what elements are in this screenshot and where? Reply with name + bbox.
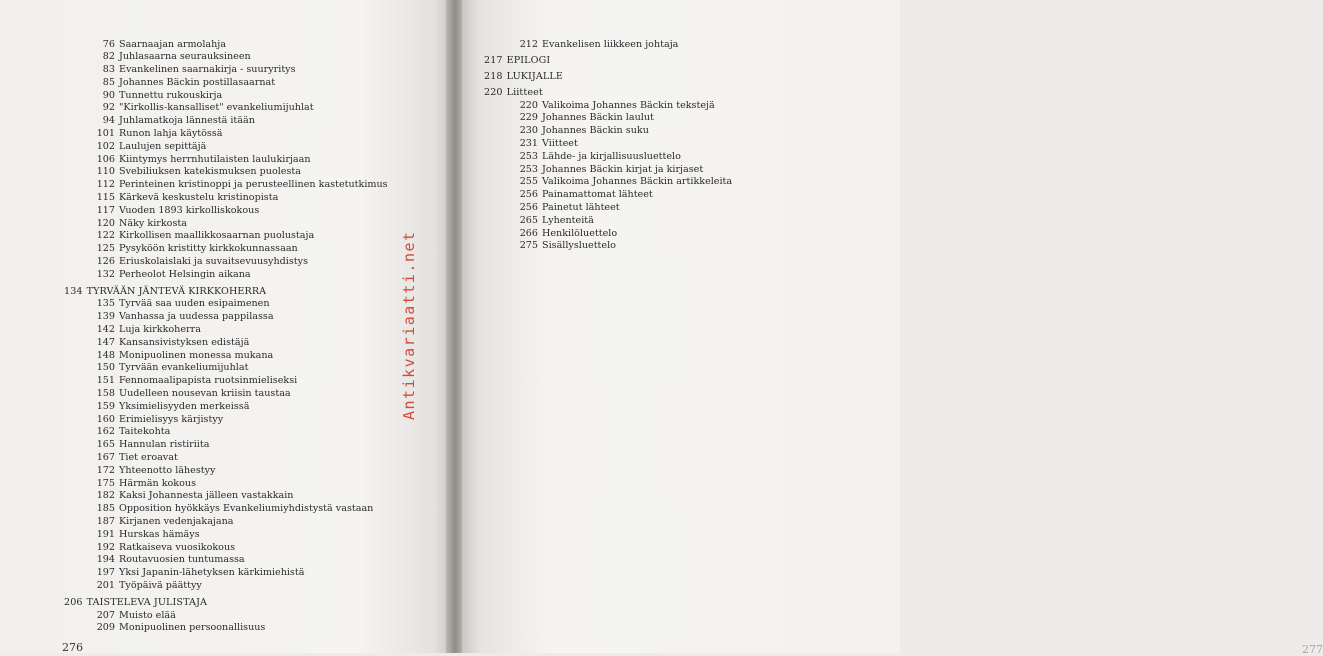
toc-page-number: 85 <box>102 76 115 88</box>
toc-title: Kärkevä keskustelu kristinopista <box>119 192 279 204</box>
toc-entry <box>484 164 732 177</box>
toc-page-number: 187 <box>96 515 115 527</box>
toc-page-number: 172 <box>96 464 115 476</box>
toc-entry <box>64 465 388 478</box>
toc-title: Juhlasaarna seurauksineen <box>119 51 251 63</box>
toc-entry <box>64 218 388 231</box>
toc-entry <box>484 100 732 113</box>
toc-entry <box>64 166 388 179</box>
toc-title: Opposition hyökkäys Evankeliumiyhdistystä vastaan <box>119 503 374 515</box>
toc-page-number: 132 <box>96 268 115 280</box>
toc-title: Muisto elää <box>119 609 176 621</box>
page-number-right: 277 <box>1302 643 1323 656</box>
toc-entry <box>64 529 388 542</box>
toc-entry <box>64 337 388 350</box>
toc-page-number: 191 <box>96 528 115 540</box>
toc-page-number: 159 <box>96 400 115 412</box>
toc-entry <box>64 350 388 363</box>
toc-entry <box>64 205 388 218</box>
toc-entry <box>64 51 388 64</box>
toc-entry <box>64 490 388 503</box>
toc-title: Yksi Japanin-lähetyksen kärkimiehistä <box>119 567 305 579</box>
toc-entry <box>64 311 388 324</box>
toc-title: Runon lahja käytössä <box>119 128 223 140</box>
toc-page-number: 231 <box>519 138 538 150</box>
toc-title: Valikoima Johannes Bäckin tekstejä <box>542 99 715 111</box>
toc-entry <box>64 102 388 115</box>
toc-title: Yksimielisyyden merkeissä <box>119 400 250 412</box>
toc-title: "Kirkollis-kansalliset" evankeliumijuhlat <box>119 102 314 114</box>
toc-entry <box>64 64 388 77</box>
toc-page-number: 165 <box>96 439 115 451</box>
left-page <box>0 0 448 653</box>
toc-page-number: 160 <box>96 413 115 425</box>
toc-page-number: 182 <box>96 490 115 502</box>
toc-entry <box>64 324 388 337</box>
toc-page-number: 102 <box>96 140 115 152</box>
toc-title: Lyhenteitä <box>542 214 594 226</box>
toc-page-number: 197 <box>96 567 115 579</box>
toc-title: Eriuskolaislaki ja suvaitsevuusyhdistys <box>119 256 308 268</box>
toc-page-number: 162 <box>96 426 115 438</box>
toc-entry <box>64 230 388 243</box>
toc-title: Fennomaalipapista ruotsinmieliseksi <box>119 375 298 387</box>
toc-entry <box>484 215 732 228</box>
toc-entry <box>64 426 388 439</box>
toc-page-number: 112 <box>96 179 115 191</box>
toc-title: Kansansivistyksen edistäjä <box>119 336 250 348</box>
toc-title: Uudelleen nousevan kriisin taustaa <box>119 388 291 400</box>
toc-entry <box>64 401 388 414</box>
toc-title: Luja kirkkoherra <box>119 324 201 336</box>
toc-page-number: 83 <box>102 64 115 76</box>
toc-page-number: 256 <box>519 202 538 214</box>
toc-title: Hurskas hämäys <box>119 528 200 540</box>
toc-title: Härmän kokous <box>119 477 196 489</box>
toc-title: Tyrvää saa uuden esipaimenen <box>119 298 270 310</box>
toc-page-number: 253 <box>519 163 538 175</box>
toc-title: Perinteinen kristinoppi ja perusteellinen kastetutkimus <box>119 179 388 191</box>
toc-page-number: 253 <box>519 150 538 162</box>
toc-page-number: 220 <box>484 86 503 98</box>
toc-entry <box>64 192 388 205</box>
toc-title: Johannes Bäckin postillasaarnat <box>119 76 276 88</box>
toc-page-number: 207 <box>96 609 115 621</box>
toc-page-number: 265 <box>519 214 538 226</box>
toc-entry <box>64 298 388 311</box>
toc-page-number: 76 <box>102 38 115 50</box>
toc-title: Johannes Bäckin suku <box>542 125 649 137</box>
toc-title: Johannes Bäckin kirjat ja kirjaset <box>542 163 704 175</box>
toc-entry <box>64 243 388 256</box>
toc-title: Vanhassa ja uudessa pappilassa <box>119 311 274 323</box>
toc-title: Perheolot Helsingin aikana <box>119 268 251 280</box>
toc-entry <box>64 115 388 128</box>
toc-entry <box>64 269 388 282</box>
toc-page-number: 266 <box>519 227 538 239</box>
toc-entry <box>64 179 388 192</box>
toc-entry <box>484 138 732 151</box>
watermark-text: Antikvariaatti.net <box>400 230 418 420</box>
toc-page-number: 185 <box>96 503 115 515</box>
toc-title: Erimielisyys kärjistyy <box>119 413 224 425</box>
toc-page-number: 220 <box>519 99 538 111</box>
toc-page-number: 147 <box>96 336 115 348</box>
toc-title: Pysyköön kristitty kirkkokunnassaan <box>119 243 298 255</box>
toc-page-number: 125 <box>96 243 115 255</box>
toc-title: Painetut lähteet <box>542 202 620 214</box>
toc-section <box>484 71 732 84</box>
toc-page-number: 212 <box>519 38 538 50</box>
toc-entry <box>64 77 388 90</box>
toc-page-number: 94 <box>102 115 115 127</box>
toc-title: Kaksi Johannesta jälleen vastakkain <box>119 490 294 502</box>
toc-entry <box>64 141 388 154</box>
toc-page-number: 117 <box>96 204 115 216</box>
toc-page-number: 151 <box>96 375 115 387</box>
toc-title: LUKIJALLE <box>506 71 563 83</box>
toc-section <box>64 597 388 610</box>
toc-title: Monipuolinen monessa mukana <box>119 349 274 361</box>
toc-entry <box>64 542 388 555</box>
toc-section <box>484 55 732 68</box>
toc-page-number: 82 <box>102 51 115 63</box>
toc-entry <box>64 503 388 516</box>
toc-entry <box>64 554 388 567</box>
toc-page-number: 255 <box>519 176 538 188</box>
toc-entry <box>64 39 388 52</box>
toc-title: Taitekohta <box>119 426 171 438</box>
toc-title: EPILOGI <box>506 55 551 67</box>
toc-entry <box>64 256 388 269</box>
toc-page-number: 115 <box>96 192 115 204</box>
toc-entry <box>484 176 732 189</box>
toc-list-right <box>484 39 732 254</box>
toc-title: Ratkaiseva vuosikokous <box>119 541 236 553</box>
toc-entry <box>64 452 388 465</box>
toc-entry <box>64 516 388 529</box>
toc-title: Saarnaajan armolahja <box>119 38 226 50</box>
toc-title: Painamattomat lähteet <box>542 189 653 201</box>
toc-entry <box>64 414 388 427</box>
toc-entry <box>484 39 732 52</box>
toc-page-number: 142 <box>96 324 115 336</box>
toc-title: Viitteet <box>542 138 578 150</box>
toc-list-left <box>64 39 388 636</box>
toc-page-number: 90 <box>102 89 115 101</box>
toc-entry <box>484 112 732 125</box>
toc-page-number: 126 <box>96 256 115 268</box>
toc-page-number: 110 <box>96 166 115 178</box>
toc-entry <box>484 202 732 215</box>
toc-entry <box>64 610 388 623</box>
toc-page-number: 206 <box>64 596 83 608</box>
toc-page-number: 150 <box>96 362 115 374</box>
toc-title: Lähde- ja kirjallisuusluettelo <box>542 150 681 162</box>
toc-title: Henkilöluettelo <box>542 227 618 239</box>
toc-section <box>64 286 388 299</box>
toc-entry <box>64 388 388 401</box>
toc-page-number: 192 <box>96 541 115 553</box>
toc-entry <box>484 240 732 253</box>
toc-entry <box>64 128 388 141</box>
toc-page-number: 217 <box>484 55 503 67</box>
toc-title: Sisällysluettelo <box>542 240 616 252</box>
toc-entry <box>484 228 732 241</box>
toc-title: Tyrvään evankeliumijuhlat <box>119 362 249 374</box>
toc-page-number: 230 <box>519 125 538 137</box>
toc-entry <box>64 439 388 452</box>
toc-title: Johannes Bäckin laulut <box>542 112 654 124</box>
toc-title: Evankelinen saarnakirja - suuryritys <box>119 64 296 76</box>
toc-section <box>484 87 732 100</box>
toc-title: Hannulan ristiriita <box>119 439 210 451</box>
toc-page-number: 139 <box>96 311 115 323</box>
toc-entry <box>64 362 388 375</box>
toc-page-number: 175 <box>96 477 115 489</box>
toc-page-number: 218 <box>484 71 503 83</box>
toc-page-number: 135 <box>96 298 115 310</box>
toc-title: Juhlamatkoja lännestä itään <box>119 115 255 127</box>
toc-page-number: 256 <box>519 189 538 201</box>
toc-title: Liitteet <box>506 86 543 98</box>
toc-title: Valikoima Johannes Bäckin artikkeleita <box>542 176 733 188</box>
toc-title: Vuoden 1893 kirkolliskokous <box>119 204 260 216</box>
page-number-left: 276 <box>62 641 83 654</box>
toc-entry <box>64 375 388 388</box>
toc-entry <box>484 151 732 164</box>
toc-entry <box>484 125 732 138</box>
toc-title: TYRVÄÄN JÄNTEVÄ KIRKKOHERRA <box>86 285 267 297</box>
toc-page-number: 92 <box>102 102 115 114</box>
toc-page-number: 148 <box>96 349 115 361</box>
toc-entry <box>64 622 388 635</box>
toc-title: Näky kirkosta <box>119 217 187 229</box>
toc-page-number: 209 <box>96 622 115 634</box>
toc-title: Svebiliuksen katekismuksen puolesta <box>119 166 301 178</box>
toc-title: Kirjanen vedenjakajana <box>119 515 234 527</box>
toc-page-number: 134 <box>64 285 83 297</box>
toc-title: Routavuosien tuntumassa <box>119 554 245 566</box>
toc-page-number: 106 <box>96 153 115 165</box>
toc-page-number: 194 <box>96 554 115 566</box>
toc-page-number: 158 <box>96 388 115 400</box>
toc-entry <box>64 154 388 167</box>
toc-entry <box>64 567 388 580</box>
toc-page-number: 229 <box>519 112 538 124</box>
toc-page-number: 101 <box>96 128 115 140</box>
toc-title: Kirkollisen maallikkosaarnan puolustaja <box>119 230 315 242</box>
toc-page-number: 275 <box>519 240 538 252</box>
toc-title: Laulujen sepittäjä <box>119 140 207 152</box>
toc-entry <box>64 478 388 491</box>
toc-page-number: 122 <box>96 230 115 242</box>
toc-title: TAISTELEVA JULISTAJA <box>86 596 208 608</box>
toc-entry <box>64 90 388 103</box>
toc-title: Kiintymys herrnhutilaisten laulukirjaan <box>119 153 311 165</box>
toc-title: Tunnettu rukouskirja <box>119 89 223 101</box>
toc-title: Monipuolinen persoonallisuus <box>119 622 266 634</box>
toc-page-number: 167 <box>96 452 115 463</box>
toc-page-number: 120 <box>96 217 115 229</box>
toc-entry <box>64 580 388 593</box>
toc-title: Tiet eroavat <box>119 452 178 463</box>
toc-title: Yhteenotto lähestyy <box>119 464 216 476</box>
toc-title: Työpäivä päättyy <box>119 579 202 591</box>
toc-title: Evankelisen liikkeen johtaja <box>542 38 679 50</box>
toc-entry <box>484 189 732 202</box>
toc-page-number: 201 <box>96 579 115 591</box>
